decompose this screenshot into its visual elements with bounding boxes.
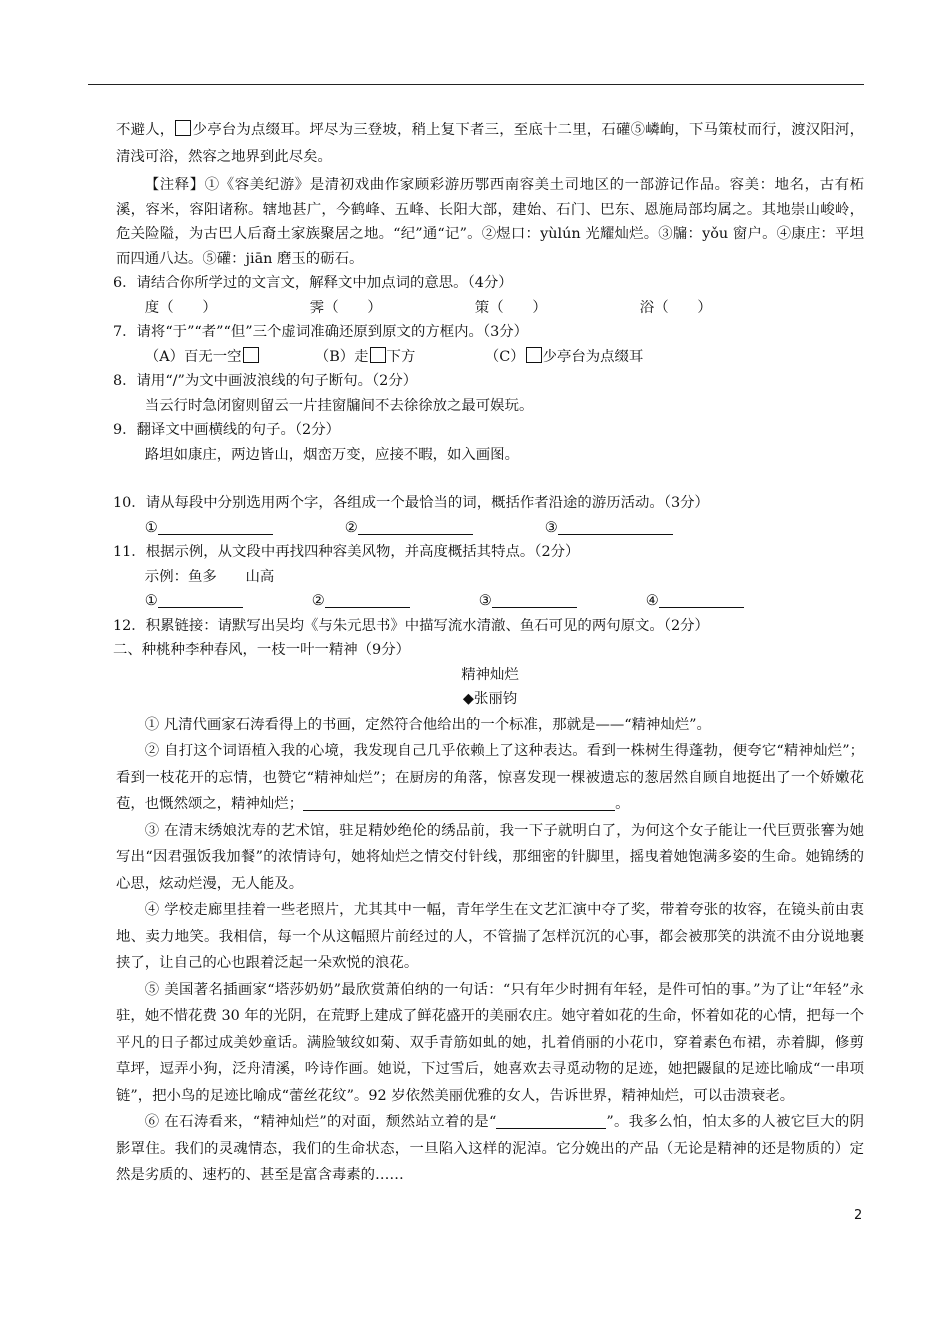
question-10-blanks bbox=[116, 516, 864, 541]
annotation-note: 【注释】①《容美纪游》是清初戏曲作家顾彩游历鄂西南容美土司地区的一部游记作品。容美：地名，古有柘溪，容米，容阳诸称。辖地甚广，今鹤峰、五峰、长阳大部，建始、石门、巴东、恩施局部均属之。其地崇山峻岭，危关险隘，为古巴人后裔土家族聚居之地。“纪”通“记”。②煜口：yùlún 光耀灿烂。③牖：yǒu 窗户。④康庄：平坦而四通八达。⑤礶：jiān 磨玉的砺石。 bbox=[116, 177, 864, 267]
q10-blank-3: ③ bbox=[545, 516, 673, 541]
q7-option-a: （A）百无一空 bbox=[145, 345, 315, 370]
essay-paragraph-4: ④ 学校走廊里挂着一些老照片，尤其其中一幅，青年学生在文艺汇演中夺了奖，带着夸张的妆容，在镜头前由衷地、卖力地笑。我相信，每一个从这幅照片前经过的人，不管揣了怎样沉沉的心事，都会被那笑的洪流不由分说地裹挟了，让自己的心也跟着泛起一朵欢悦的浪花。 bbox=[116, 902, 864, 971]
essay-blank-1[interactable] bbox=[303, 794, 615, 811]
page-number: 2 bbox=[854, 1208, 863, 1223]
q7-box-b[interactable] bbox=[370, 347, 386, 363]
question-8-sentence: 当云行时急闭窗则留云一片挂窗牖间不去徐徐放之最可娱玩。 bbox=[144, 397, 534, 414]
section-2-heading: 二、种桃种李种春风，一枝一叶一精神（9分） bbox=[113, 642, 410, 658]
essay-paragraph-1: ① 凡清代画家石涛看得上的书画，定然符合他给出的一个标准，那就是——“精神灿烂”。 bbox=[144, 716, 711, 733]
q10-blank-2: ② bbox=[345, 516, 545, 541]
essay-author: ◆张丽钧 bbox=[462, 691, 518, 707]
q10-blank-1: ① bbox=[145, 516, 345, 541]
q11-blank-2: ② bbox=[312, 589, 479, 614]
question-11-blanks bbox=[116, 589, 864, 614]
essay-blank-2[interactable] bbox=[496, 1112, 606, 1129]
classical-text-a: 不避人， bbox=[116, 122, 175, 138]
question-11-example: 示例：鱼多 山高 bbox=[144, 568, 275, 585]
classical-text-continued bbox=[116, 117, 864, 170]
question-7: 7．请将“于”“者”“但”三个虚词准确还原到原文的方框内。（3分） bbox=[113, 324, 529, 340]
q7-option-c: （C） 少亭台为点缀耳 bbox=[484, 348, 644, 365]
question-6-items bbox=[116, 296, 864, 321]
q6-item-du[interactable]: 度（ ） bbox=[144, 299, 217, 316]
q7-option-b: （B）走 下方 bbox=[314, 348, 416, 365]
question-12: 12．积累链接：请默写出吴均《与朱元思书》中描写流水清澈、鱼石可见的两句原文。（2分） bbox=[113, 617, 709, 634]
q6-item-ji[interactable]: 霁（ ） bbox=[309, 299, 382, 316]
question-8: 8．请用“/”为文中画波浪线的句子断句。（2分） bbox=[113, 373, 418, 389]
question-11: 11．根据示例，从文段中再找四种容美风物，并高度概括其特点。（2分） bbox=[113, 544, 580, 560]
q11-blank-4: ④ bbox=[646, 589, 744, 614]
q7-box-c[interactable] bbox=[526, 347, 542, 363]
answer-box-c[interactable] bbox=[175, 120, 191, 136]
essay-title: 精神灿烂 bbox=[461, 666, 519, 683]
question-10: 10．请从每段中分别选用两个字，各组成一个最恰当的词，概括作者沿途的游历活动。（3分） bbox=[113, 495, 709, 511]
header-rule bbox=[88, 84, 864, 85]
essay-paragraph-5: ⑤ 美国著名插画家“塔莎奶奶”最欣赏萧伯纳的一句话：“只有年少时拥有年轻，是件可怕的事。”为了让“年轻”永驻，她不惜花费 30 年的光阴，在荒野上建成了鲜花盛开的美丽农庄。她守着如花的生命，怀着如花的心情，把每一个平凡的日子都过成美妙童话。满脸皱纹如菊、双手青筋如虬的她，扎着俏丽的小花巾，穿着素色布裙，赤着脚，修剪草坪，逗弄小狗，泛舟清溪，吟诗作画。她说，下过雪后，她喜欢去寻觅动物的足迹，她把鼹鼠的足迹比喻成“一串项链”，把小鸟的足迹比喻成“蕾丝花纹”。92 岁依然美丽优雅的女人，告诉世界，精神灿烂，可以击溃衰老。 bbox=[116, 981, 864, 1104]
document-body bbox=[113, 117, 864, 1189]
q11-blank-3: ③ bbox=[479, 589, 646, 614]
q11-blank-1: ① bbox=[145, 589, 312, 614]
essay-paragraph-6: ⑥ 在石涛看来，“精神灿烂”的对面，颓然站立着的是“ ”。我多么怕，怕太多的人被它巨大的阴影罩住。我们的灵魂情态，我们的生命状态，一旦陷入这样的泥淖。它分娩出的产品（无论是精神的还是物质的）定然是劣质的、速朽的、甚至是富含毒素的…… bbox=[116, 1114, 864, 1183]
q6-item-yu[interactable]: 浴（ ） bbox=[639, 299, 712, 316]
question-9-sentence: 路坦如康庄，两边皆山，烟峦万变，应接不暇，如入画图。 bbox=[144, 446, 519, 463]
essay-paragraph-3: ③ 在清末绣娘沈寿的艺术馆，驻足精妙绝伦的绣品前，我一下子就明白了，为何这个女子能让一代巨贾张謇为她写出“因君强饭我加餐”的浓情诗句，她将灿烂之情交付针线，那细密的针脚里，摇曳着她饱满多姿的生命。她锦绣的心思，炫动烂漫，无人能及。 bbox=[116, 822, 864, 892]
classical-text-b: 少亭台为点缀耳。坪尽为三登坡，稍上复下者三，至底十二里，石礶⑤嶙峋，下马策杖而行，渡汉阳河，清浅可浴，然容之地界到此尽矣。 bbox=[116, 122, 864, 165]
essay-paragraph-2: ② 自打这个词语植入我的心境，我发现自己几乎依赖上了这种表达。看到一株树生得蓬勃，便夸它“精神灿烂”；看到一枝花开的忘情，也赞它“精神灿烂”；在厨房的角落，惊喜发现一棵被遗忘的葱居然自顾自地挺出了一个娇嫩花苞，也慨然颂之，精神灿烂； 。 bbox=[116, 743, 864, 812]
question-6: 6．请结合你所学过的文言文，解释文中加点词的意思。（4分） bbox=[113, 275, 513, 291]
question-7-options bbox=[116, 345, 864, 370]
q7-box-a[interactable] bbox=[243, 347, 259, 363]
question-9: 9．翻译文中画横线的句子。（2分） bbox=[113, 422, 340, 438]
q6-item-ce[interactable]: 策（ ） bbox=[474, 299, 547, 316]
